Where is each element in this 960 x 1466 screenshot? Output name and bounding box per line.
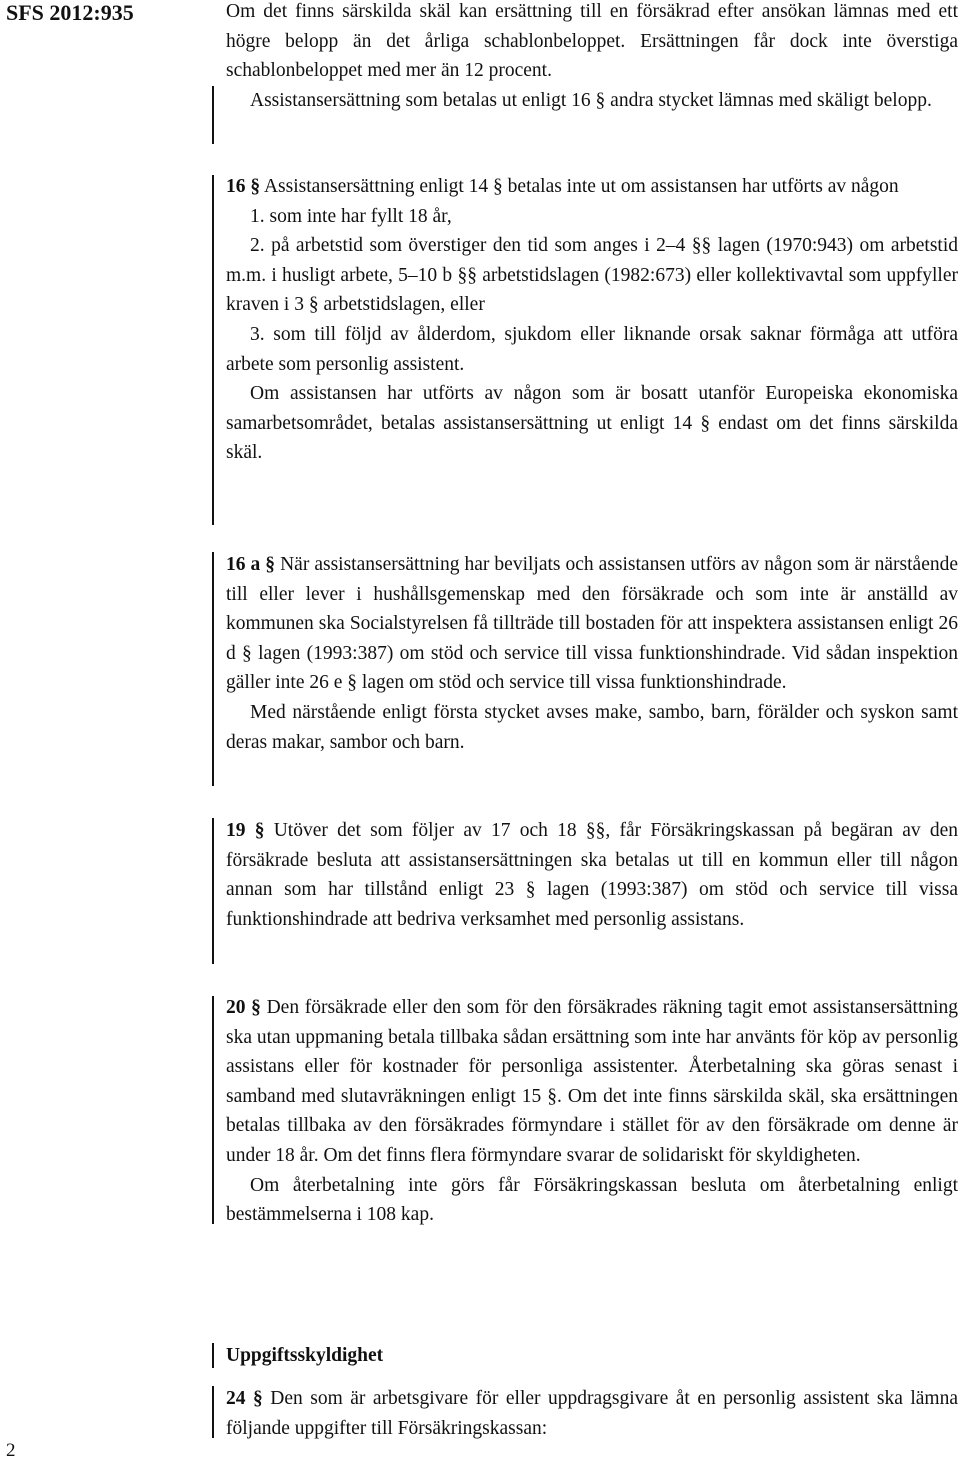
paragraph: Om det finns särskilda skäl kan ersättning till en försäkrad efter ansökan lämnas med ett högre belopp än det årliga schablonbeloppet. Ersättningen får dock inte överstiga schablonbeloppet med mer än 12 procent. [226, 1, 958, 82]
change-bar [212, 175, 214, 525]
change-bar [212, 1386, 214, 1438]
section-24 [226, 1384, 958, 1443]
list-item: 3. som till följd av ålderdom, sjukdom eller liknande orsak saknar förmåga att utföra arbete som personlig assistent. [226, 323, 958, 375]
list-item: 2. på arbetstid som överstiger den tid som anges i 2–4 §§ lagen (1970:943) om arbetstid m.m. i husligt arbete, 5–10 b §§ arbetstidslagen (1982:673) eller kollektivavtal som uppfyller kraven i 3 § arbetstidslagen, eller [226, 235, 958, 316]
section-16 [226, 172, 958, 468]
section-number: 19 § [226, 820, 265, 841]
paragraph: Den försäkrade eller den som för den försäkrades räkning tagit emot assistansersättning ska utan uppmaning betala tillbaka sådan ersättning som inte har använts för köp av personlig assistans eller för kostnader för personliga assistenter. Återbetalning ska göras senast i samband med slutavräkningen enligt 15 §. Om det inte finns särskilda skäl, ska ersättningen betalas tillbaka av den försäkrades förmyndare i stället för av den försäkrade om denne är under 18 år. Om det finns flera förmyndare svarar de solidariskt för skyldigheten. [226, 997, 959, 1166]
section-19 [226, 816, 958, 934]
section-heading: Uppgiftsskyldighet [226, 1345, 384, 1366]
paragraph: Den som är arbetsgivare för eller uppdragsgivare åt en personlig assistent ska lämna följande uppgifter till Försäkringskassan: [226, 1388, 959, 1439]
change-bar [212, 1343, 214, 1368]
change-bar [212, 818, 214, 964]
section-16a [226, 550, 958, 757]
paragraph: Med närstående enligt första stycket avses make, sambo, barn, förälder och syskon samt deras makar, sambor och barn. [226, 701, 958, 753]
section-number: 24 § [226, 1388, 263, 1409]
section-number: 16 a § [226, 554, 276, 575]
change-bar [212, 996, 214, 1224]
change-bar [212, 552, 214, 786]
paragraph: Assistansersättning som betalas ut enligt 16 § andra stycket lämnas med skäligt belopp. [250, 89, 932, 111]
paragraph: Utöver det som följer av 17 och 18 §§, får Försäkringskassan på begäran av den försäkrade besluta att assistansersättningen ska betalas ut till en kommun eller till någon annan som har tillstånd enligt 23 § lagen (1993:387) om stöd och service till vissa funktionshindrade att bedriva verksamhet med personlig assistans. [226, 820, 958, 930]
section-number: 16 § [226, 176, 261, 197]
change-bar [212, 86, 214, 144]
section-20 [226, 993, 958, 1230]
intro-paragraphs [226, 0, 958, 115]
section-number: 20 § [226, 997, 261, 1018]
list-item: 1. som inte har fyllt 18 år, [250, 205, 452, 227]
page-number: 2 [6, 1440, 16, 1461]
paragraph: När assistansersättning har beviljats och assistansen utförs av någon som är närstående till eller lever i hushållsgemenskap med den försäkrade och som inte är anställd av kommunen ska Socialstyrelsen få tillträde till bostaden för att inspektera assistansen enligt 26 d § lagen (1993:387) om stöd och service till vissa funktionshindrade. Vid sådan inspektion gäller inte 26 e § lagen om stöd och service till vissa funktionshindrade. [226, 554, 959, 694]
sfs-number: SFS 2012:935 [6, 0, 134, 25]
section-lead: Assistansersättning enligt 14 § betalas inte ut om assistansen har utförts av någon [263, 176, 899, 197]
paragraph: Om assistansen har utförts av någon som är bosatt utanför Europeiska ekonomiska samarbetsområdet, betalas assistansersättning ut enligt 14 § endast om det finns särskilda skäl. [226, 383, 958, 464]
paragraph: Om återbetalning inte görs får Försäkringskassan besluta om återbetalning enligt bestämmelserna i 108 kap. [226, 1174, 958, 1226]
